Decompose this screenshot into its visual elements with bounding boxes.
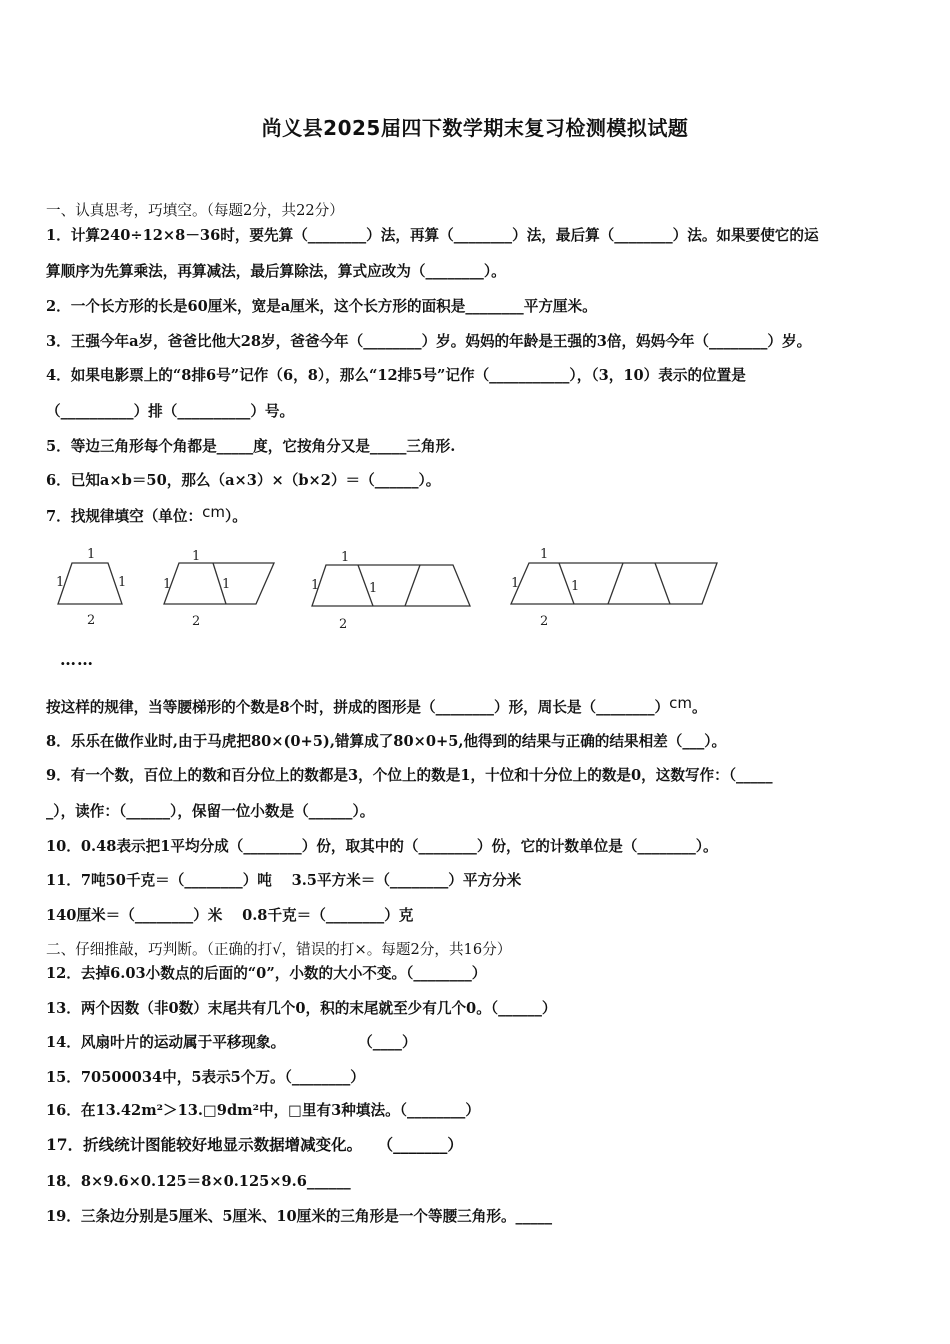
question-6: 6．已知a×b＝50，那么（a×3）×（b×2）＝（______）。 [46,472,441,489]
figure-1-outline [58,563,122,604]
question-16: 16．在13.42m²＞13.□9dm²中，□里有3种填法。（________） [46,1102,480,1119]
figure-3-outline [312,565,470,606]
question-9-line-2: _），读作：（______），保留一位小数是（______）。 [46,803,375,820]
question-2: 2．一个长方形的长是60厘米，宽是a厘米，这个长方形的面积是________平方厘米。 [46,298,597,315]
question-9-line-1: 9．有一个数，百位上的数和百分位上的数都是3，个位上的数是1，十位和十分位上的数是0，这数写作：（_____ [46,767,773,784]
figure-4-top-label: 1 [540,547,549,562]
figure-2-top-label: 1 [192,549,201,564]
figure-2-bottom-label: 2 [192,614,201,629]
figure-3-mid-label: 1 [369,581,378,596]
figure-1-bottom-label: 2 [87,613,96,628]
figure-4-mid-label: 1 [571,579,580,594]
question-1-line-2: 算顺序为先算乘法，再算减法，最后算除法，算式应改为（________）。 [46,263,506,280]
question-7-text: 7．找规律填空（单位： [46,508,203,525]
figure-1-top-label: 1 [87,547,96,562]
figure-3-top-label: 1 [341,550,350,565]
question-7-end: ）。 [224,508,247,525]
question-7-followup [46,694,707,718]
question-13: 13．两个因数（非0数）末尾共有几个0，积的末尾就至少有几个0。（______） [46,1000,557,1017]
trapezoid-pattern-figure [46,540,736,640]
figure-3-bottom-label: 2 [339,617,348,632]
figure-1-right-label: 1 [118,575,127,590]
question-5: 5．等边三角形每个角都是_____度，它按角分又是_____三角形. [46,438,456,455]
figure-4-outline [511,563,717,604]
question-10: 10．0.48表示把1平均分成（________）份，取其中的（________）份，它的计数单位是（________）。 [46,838,718,855]
figure-2-mid-label: 1 [222,577,231,592]
question-7-followup-end: 。 [691,699,707,716]
figure-ellipsis: …… [60,650,94,669]
question-4-line-2: （__________）排（__________）号。 [46,403,295,420]
question-7-unit: cm [202,503,225,521]
figure-4-bottom-label: 2 [540,614,549,629]
page-title: 尚义县2025届四下数学期末复习检测模拟试题 [261,116,689,140]
question-8: 8．乐乐在做作业时,由于马虎把80×(0+5),错算成了80×0+5,他得到的结果与正确的结果相差（___）。 [46,733,727,750]
figure-3-left-label: 1 [311,578,320,593]
question-3: 3．王强今年a岁，爸爸比他大28岁，爸爸今年（________）岁。妈妈的年龄是王强的3倍，妈妈今年（________）岁。 [46,333,812,350]
question-12: 12．去掉6.03小数点的后面的“0”，小数的大小不变。（________） [46,965,487,982]
section-2-heading: 二、仔细推敲，巧判断。（正确的打√，错误的打×。每题2分，共16分） [46,941,512,958]
question-7-followup-unit: cm [669,694,692,712]
question-11-line-2: 140厘米＝（________）米 0.8千克＝（________）克 [46,907,414,924]
figure-1-left-label: 1 [56,575,65,590]
question-14: 14．风扇叶片的运动属于平移现象。 （____） [46,1034,417,1051]
figure-2-left-label: 1 [163,577,172,592]
figure-4-divider-2 [608,563,623,604]
question-4-line-1: 4．如果电影票上的“8排6号”记作（6，8），那么“12排5号”记作（___________），（3，10）表示的位置是 [46,367,746,384]
question-7-followup-text: 按这样的规律，当等腰梯形的个数是8个时，拼成的图形是（________）形，周长是（________） [46,699,670,716]
trapezoid-pattern-svg [46,540,736,640]
figure-3-divider-2 [405,565,420,606]
question-18: 18．8×9.6×0.125＝8×0.125×9.6______ [46,1173,351,1190]
question-1-line-1: 1．计算240÷12×8－36时，要先算（________）法，再算（________）法，最后算（________）法。如果要使它的运 [46,227,819,244]
question-19: 19．三条边分别是5厘米、5厘米、10厘米的三角形是一个等腰三角形。_____ [46,1208,553,1225]
section-1-heading: 一、认真思考，巧填空。（每题2分，共22分） [46,202,344,219]
question-11-line-1: 11．7吨50千克＝（________）吨 3.5平方米＝（________）平方分米 [46,872,522,889]
question-7 [46,503,247,527]
figure-4-left-label: 1 [511,576,520,591]
question-17: 17．折线统计图能较好地显示数据增减变化。 （_______） [46,1135,463,1154]
question-15: 15．70500034中，5表示5个万。（________） [46,1069,365,1086]
figure-4-divider-3 [655,563,670,604]
